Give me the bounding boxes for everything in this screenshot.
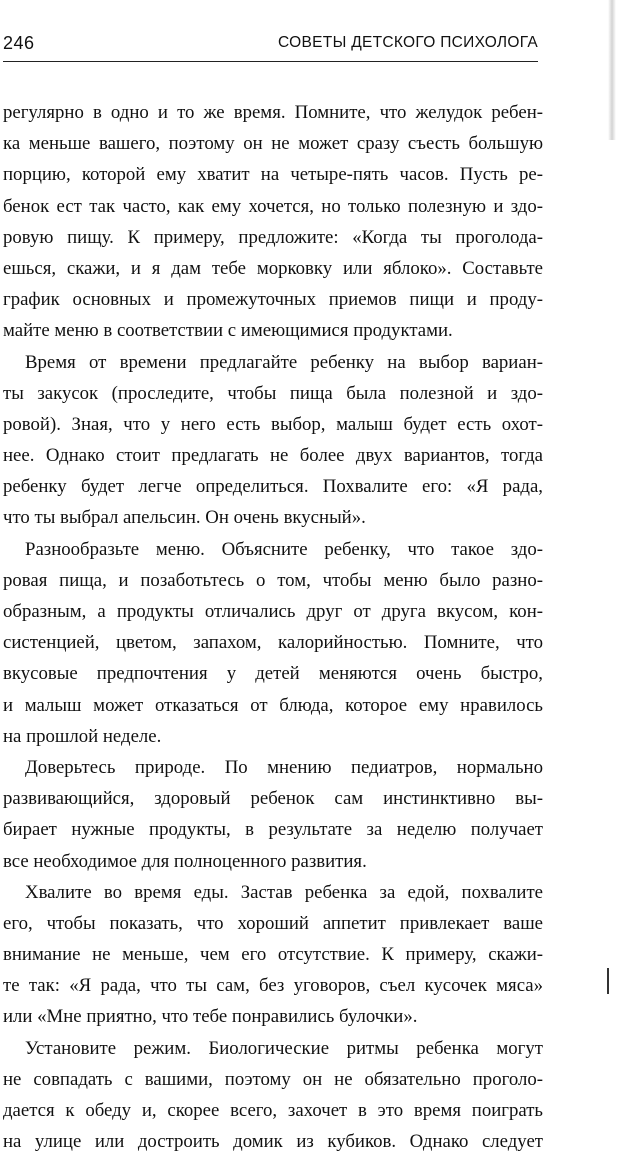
text-line: и малыш может отказаться от блюда, которое ему нравилось [3, 694, 543, 716]
header-rule [3, 61, 538, 62]
text-line: ровой). Зная, что у него есть выбор, малыш будет есть охот- [3, 413, 543, 435]
running-title: СОВЕТЫ ДЕТСКОГО ПСИХОЛОГА [278, 34, 538, 51]
text-line: что ты выбрал апельсин. Он очень вкусный». [3, 507, 366, 529]
text-line: его, чтобы показать, что хороший аппетит привлекает ваше [3, 912, 543, 934]
text-line: систенцией, цветом, запахом, калорийностью. Помните, что [3, 632, 543, 654]
scan-margin-mark [607, 968, 609, 994]
text-line: ты закусок (проследите, чтобы пища была полезной и здо- [3, 382, 543, 404]
text-line: дается к обеду и, скорее всего, захочет в это время поиграть [3, 1100, 543, 1121]
text-line: вкусовые предпочтения у детей меняются очень быстро, [3, 663, 543, 685]
body-text [3, 97, 543, 1157]
text-line: Установите режим. Биологические ритмы ребенка могут [25, 1037, 543, 1059]
text-line: нее. Однако стоит предлагать не более двух вариантов, тогда [3, 445, 543, 467]
text-line: образным, а продукты отличались друг от друга вкусом, кон- [3, 601, 543, 622]
text-line: на улице или достроить домик из кубиков. Однако следует [3, 1131, 543, 1153]
text-line: те так: «Я рада, что ты сам, без уговоров, съел кусочек мяса» [3, 975, 543, 997]
text-line: развивающийся, здоровый ребенок сам инстинктивно вы- [3, 788, 543, 810]
text-line: на прошлой неделе. [3, 725, 162, 747]
text-line: ребенку будет легче определиться. Похвалите его: «Я рада, [3, 476, 543, 498]
text-line: бирает нужные продукты, в результате за неделю получает [3, 819, 543, 841]
text-line: не совпадать с вашими, поэтому он не обязательно проголо- [3, 1068, 543, 1090]
text-line: ешься, скажи, и я дам тебе морковку или яблоко». Составьте [3, 257, 543, 279]
page-header [3, 33, 538, 59]
text-line: ровую пищу. К примеру, предложите: «Когда ты проголода- [3, 226, 543, 248]
text-line: Время от времени предлагайте ребенку на выбор вариан- [25, 351, 543, 373]
text-line: график основных и промежуточных приемов пищи и проду- [3, 289, 543, 311]
text-line: внимание не меньше, чем его отсутствие. К примеру, скажи- [3, 944, 543, 966]
text-line: Доверьтесь природе. По мнению педиатров, нормально [25, 756, 543, 778]
text-line: Хвалите во время еды. Застав ребенка за едой, похвалите [25, 881, 543, 903]
page-number: 246 [3, 33, 35, 53]
text-line: бенок ест так часто, как ему хочется, но только полезную и здо- [3, 195, 543, 217]
text-line: регулярно в одно и то же время. Помните, что желудок ребен- [3, 102, 543, 123]
text-line: или «Мне приятно, что тебе понравились булочки». [3, 1006, 418, 1028]
text-line: ровая пища, и позаботьтесь о том, чтобы меню было разно- [3, 569, 543, 591]
text-line: ка меньше вашего, поэтому он не может сразу съесть большую [3, 133, 543, 155]
text-line: порцию, которой ему хватит на четыре-пять часов. Пусть ре- [3, 164, 543, 186]
text-line: все необходимое для полноценного развития. [3, 850, 367, 872]
scan-edge-shadow [608, 0, 616, 140]
text-line: майте меню в соответствии с имеющимися продуктами. [3, 320, 453, 342]
text-line: Разнообразьте меню. Объясните ребенку, что такое здо- [25, 538, 543, 560]
